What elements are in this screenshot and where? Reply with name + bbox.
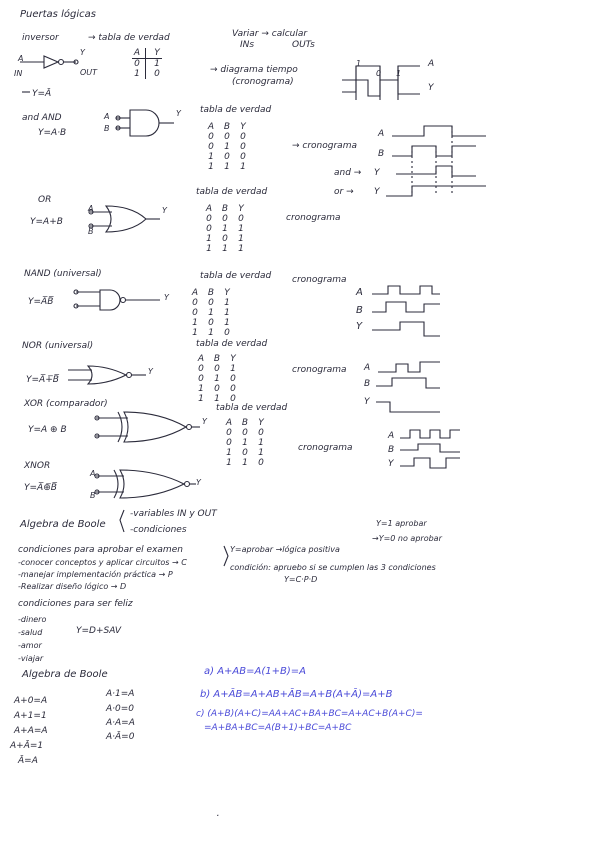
- boole-brace-icon: [120, 510, 228, 566]
- boole-var-2: -condiciones: [130, 525, 187, 535]
- example-c-line1: c) (A+B)(A+C)=AA+AC+BA+BC=A+AC+B(A+C)=: [196, 709, 423, 719]
- xnor-heading: XNOR: [24, 461, 51, 471]
- nor-heading: NOR (universal): [22, 341, 94, 351]
- inverter-in-label: IN: [14, 69, 23, 78]
- nand-chrono-y: Y: [356, 321, 363, 332]
- nor-table-title: tabla de verdad: [196, 339, 268, 349]
- and-chrono-y: Y: [374, 168, 380, 178]
- nor-chrono-y: Y: [364, 397, 370, 407]
- example-b: b) A+ĀB=A+AB+ĀB=A+B(A+Ā)=A+B: [200, 689, 393, 700]
- xor-truth-table: A B Y 0 0 0 0 1 1 1 0 1 1 1 0: [225, 418, 264, 468]
- and-chrono-a: A: [378, 129, 385, 139]
- xor-gate-icon: [95, 412, 200, 442]
- or-expression: Y=A+B: [30, 217, 63, 227]
- nor-truth-table: A B Y 0 0 1 0 1 0 1 0 0 1 1 0: [197, 354, 236, 404]
- footer-mark: ·: [216, 811, 220, 822]
- boole-intro-heading: Algebra de Boole: [20, 519, 106, 530]
- or-heading: OR: [38, 195, 52, 205]
- nor-out: Y: [148, 367, 153, 376]
- or-in-a: A: [88, 204, 94, 213]
- nand-heading: NAND (universal): [24, 269, 102, 279]
- boole-var-1: -variables IN y OUT: [130, 509, 217, 519]
- and-chrono-y2: Y: [374, 187, 380, 197]
- approval-condition: condición: apruebo si se cumplen las 3 condiciones: [230, 563, 436, 572]
- happy-travel: -viajar: [18, 654, 44, 663]
- exam-conditions-title: condiciones para aprobar el examen: [18, 545, 183, 555]
- xor-heading: XOR (comparador): [24, 399, 108, 409]
- inverter-in-letter: A: [18, 54, 24, 63]
- law-left-5: Ā=A: [18, 756, 38, 766]
- exam-condition-c: -conocer conceptos y aplicar circuitos → C: [18, 558, 187, 567]
- xnor-in-a: A: [90, 469, 96, 478]
- approval-formula: Y=C·P·D: [284, 575, 318, 584]
- boole-laws-heading: Algebra de Boole: [22, 669, 108, 680]
- nor-chrono-b: B: [364, 379, 371, 389]
- or-table-title: tabla de verdad: [196, 187, 268, 197]
- nand-expression: Y=A̅B̅: [28, 297, 54, 307]
- happy-love: -amor: [18, 641, 42, 650]
- and-chrono-or: or →: [334, 187, 354, 197]
- xor-chronogram-icon: [400, 430, 460, 468]
- xor-chrono-y: Y: [388, 459, 394, 469]
- nand-chronogram-icon: [372, 286, 440, 336]
- inv-chrono-a: A: [428, 59, 435, 69]
- and-chrono-and: and →: [334, 168, 362, 178]
- inv-chrono-mark-0: 0: [376, 69, 382, 78]
- law-mid-2: A·0=0: [106, 704, 135, 714]
- law-mid-4: A·Ā=0: [106, 732, 135, 742]
- or-chrono-label: cronograma: [286, 213, 341, 223]
- y0-fail: →Y=0 no aprobar: [372, 534, 442, 543]
- inversor-truth-arrow: → tabla de verdad: [88, 33, 170, 43]
- nand-chrono-label: cronograma: [292, 275, 347, 285]
- xor-chrono-label: cronograma: [298, 443, 353, 453]
- inverter-out-letter: Y: [80, 48, 85, 57]
- law-left-3: A+A=A: [14, 726, 48, 736]
- xnor-out: Y: [196, 478, 201, 487]
- and-expression: Y=A·B: [38, 128, 67, 138]
- page-title: Puertas lógicas: [20, 9, 96, 20]
- exam-condition-d: -Realizar diseño lógico → D: [18, 582, 127, 591]
- and-gate-icon: [116, 110, 174, 136]
- example-a: a) A+AB=A(1+B)=A: [204, 666, 306, 677]
- xor-expression: Y=A ⊕ B: [28, 425, 67, 435]
- law-left-2: A+1=1: [14, 711, 47, 721]
- happy-formula: Y=D+SAV: [76, 626, 122, 636]
- xor-chrono-b: B: [388, 445, 395, 455]
- inverter-out-label: OUT: [80, 68, 98, 77]
- nor-chrono-a: A: [364, 363, 371, 373]
- xor-table-title: tabla de verdad: [216, 403, 288, 413]
- inv-chrono-mark-1b: 1: [396, 69, 402, 78]
- or-in-b: B: [88, 227, 94, 236]
- inversor-heading: inversor: [22, 33, 59, 43]
- time-diagram-sub: (cronograma): [232, 77, 294, 87]
- nand-truth-table: A B Y 0 0 1 0 1 1 1 0 1 1 1 0: [191, 288, 230, 338]
- nor-chrono-label: cronograma: [292, 365, 347, 375]
- nand-chrono-b: B: [356, 305, 363, 316]
- ins-label: INs: [240, 40, 255, 50]
- xor-out: Y: [202, 417, 207, 426]
- and-in-a: A: [104, 112, 110, 121]
- law-left-1: A+0=A: [14, 696, 48, 706]
- time-diagram-label: → diagrama tiempo: [210, 65, 298, 75]
- or-out: Y: [162, 206, 167, 215]
- and-heading: and AND: [22, 113, 62, 123]
- nor-expression: Y=A̅+̅B̅: [26, 375, 59, 385]
- and-chrono-label: → cronograma: [292, 141, 357, 151]
- positive-logic: Y=aprobar →lógica positiva: [230, 545, 340, 554]
- and-out: Y: [176, 109, 181, 118]
- xnor-expression: Y=A̅⊕̅B̅: [24, 483, 57, 493]
- inverter-chronogram-icon: [342, 66, 420, 100]
- nor-gate-icon: [68, 366, 146, 384]
- and-chronogram-icon: [386, 126, 486, 196]
- nor-chronogram-icon: [376, 362, 440, 412]
- or-truth-table: A B Y 0 0 0 0 1 1 1 0 1 1 1 1: [205, 204, 244, 254]
- vary-calc-label: Variar → calcular: [232, 29, 308, 39]
- inverter-expression: Y=Ā: [32, 89, 52, 99]
- happy-conditions-title: condiciones para ser feliz: [18, 599, 133, 609]
- law-mid-1: A·1=A: [106, 689, 135, 699]
- and-table-title: tabla de verdad: [200, 105, 272, 115]
- and-chrono-b: B: [378, 149, 385, 159]
- nand-out: Y: [164, 293, 169, 302]
- happy-money: -dinero: [18, 615, 47, 624]
- xnor-gate-icon: [95, 470, 196, 498]
- inverter-gate-icon: [20, 56, 78, 92]
- outs-label: OUTs: [292, 40, 315, 50]
- nand-table-title: tabla de verdad: [200, 271, 272, 281]
- or-gate-icon: [89, 206, 160, 232]
- law-mid-3: A·A=A: [106, 718, 135, 728]
- inv-chrono-mark-1: 1: [356, 59, 362, 68]
- example-c-line2: =A+BA+BC=A(B+1)+BC=A+BC: [204, 723, 352, 733]
- exam-condition-p: -manejar implementación práctica → P: [18, 570, 173, 579]
- y1-approve: Y=1 aprobar: [376, 519, 427, 528]
- nand-chrono-a: A: [356, 287, 363, 298]
- inv-chrono-y: Y: [428, 83, 434, 93]
- nand-gate-icon: [74, 290, 160, 310]
- law-left-4: A+Ā=1: [10, 741, 44, 751]
- inverter-truth-table: A Y 0 1 1 0: [132, 48, 162, 79]
- and-in-b: B: [104, 124, 110, 133]
- and-truth-table: A B Y 0 0 0 0 1 0 1 0 0 1 1 1: [207, 122, 246, 172]
- happy-health: -salud: [18, 628, 43, 637]
- xnor-in-b: B: [90, 491, 96, 500]
- xor-chrono-a: A: [388, 431, 395, 441]
